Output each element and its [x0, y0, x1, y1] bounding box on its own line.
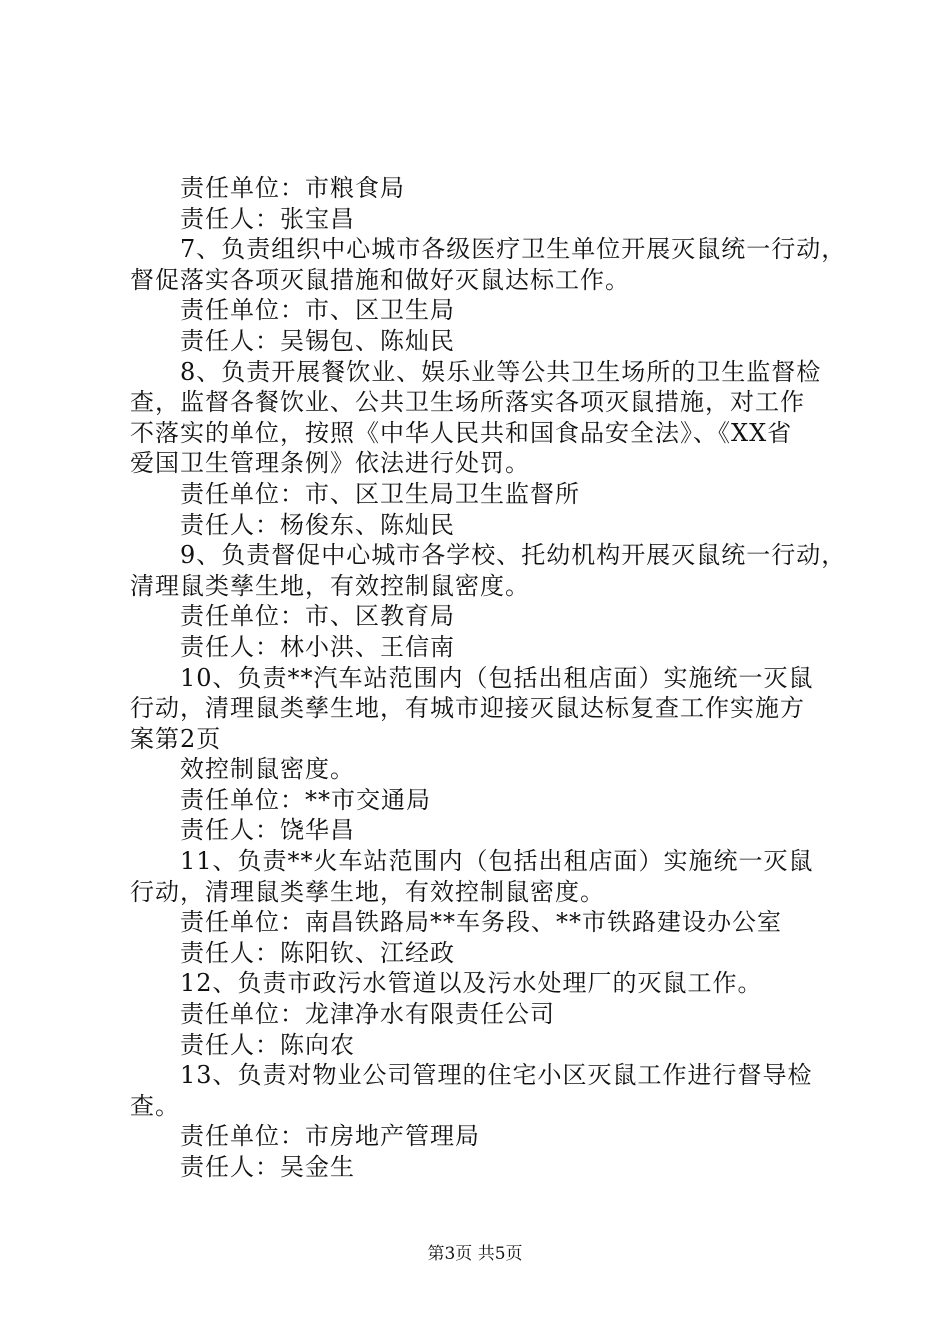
- text-line: 爱国卫生管理条例》依法进行处罚。: [130, 449, 530, 478]
- text-line: 责任人：林小洪、王信南: [180, 632, 455, 661]
- text-line: 责任人：张宝昌: [180, 204, 355, 233]
- text-line: 责任单位：**市交通局: [180, 785, 431, 814]
- text-line: 责任单位：龙津净水有限责任公司: [180, 1000, 555, 1029]
- text-line: 9、负责督促中心城市各学校、托幼机构开展灭鼠统一行动，: [180, 541, 847, 570]
- text-line: 责任人：饶华昌: [180, 816, 355, 845]
- document-body: [130, 173, 847, 1183]
- text-line: 督促落实各项灭鼠措施和做好灭鼠达标工作。: [130, 265, 630, 294]
- text-line: 案第2页: [130, 724, 222, 753]
- text-line: 行动，清理鼠类孳生地，有城市迎接灭鼠达标复查工作实施方: [130, 694, 805, 723]
- text-line: 13、负责对物业公司管理的住宅小区灭鼠工作进行督导检: [180, 1061, 813, 1090]
- page-footer: [0, 1242, 950, 1266]
- text-line: 责任单位：市、区卫生局卫生监督所: [180, 479, 580, 508]
- text-line: 责任人：吴金生: [180, 1153, 355, 1181]
- text-line: 责任单位：市粮食局: [180, 174, 405, 202]
- text-line: 7、负责组织中心城市各级医疗卫生单位开展灭鼠统一行动，: [180, 235, 847, 264]
- page-number: 第3页 共5页: [427, 1244, 523, 1264]
- text-line: 责任人：陈阳钦、江经政: [180, 938, 455, 967]
- text-line: 12、负责市政污水管道以及污水处理厂的灭鼠工作。: [180, 969, 763, 998]
- text-line: 效控制鼠密度。: [180, 755, 355, 784]
- text-line: 查，监督各餐饮业、公共卫生场所落实各项灭鼠措施，对工作: [130, 388, 805, 417]
- text-line: 责任单位：市、区卫生局: [180, 296, 455, 325]
- text-line: 行动，清理鼠类孳生地，有效控制鼠密度。: [130, 877, 605, 906]
- text-line: 8、负责开展餐饮业、娱乐业等公共卫生场所的卫生监督检: [180, 357, 822, 386]
- text-line: 责任人：吴锡包、陈灿民: [180, 326, 455, 355]
- text-line: 不落实的单位，按照《中华人民共和国食品安全法》、《XX省: [130, 418, 793, 447]
- text-line: 责任单位：市、区教育局: [180, 602, 455, 631]
- text-line: 查。: [130, 1091, 180, 1120]
- text-line: 责任单位：市房地产管理局: [180, 1122, 480, 1151]
- text-line: 清理鼠类孳生地，有效控制鼠密度。: [130, 571, 530, 600]
- text-line: 责任单位：南昌铁路局**车务段、**市铁路建设办公室: [180, 908, 782, 937]
- text-line: 11、负责**火车站范围内（包括出租店面）实施统一灭鼠: [180, 847, 814, 876]
- text-line: 责任人：陈向农: [180, 1030, 355, 1059]
- text-line: 10、负责**汽车站范围内（包括出租店面）实施统一灭鼠: [180, 663, 814, 692]
- text-line: 责任人：杨俊东、陈灿民: [180, 510, 455, 539]
